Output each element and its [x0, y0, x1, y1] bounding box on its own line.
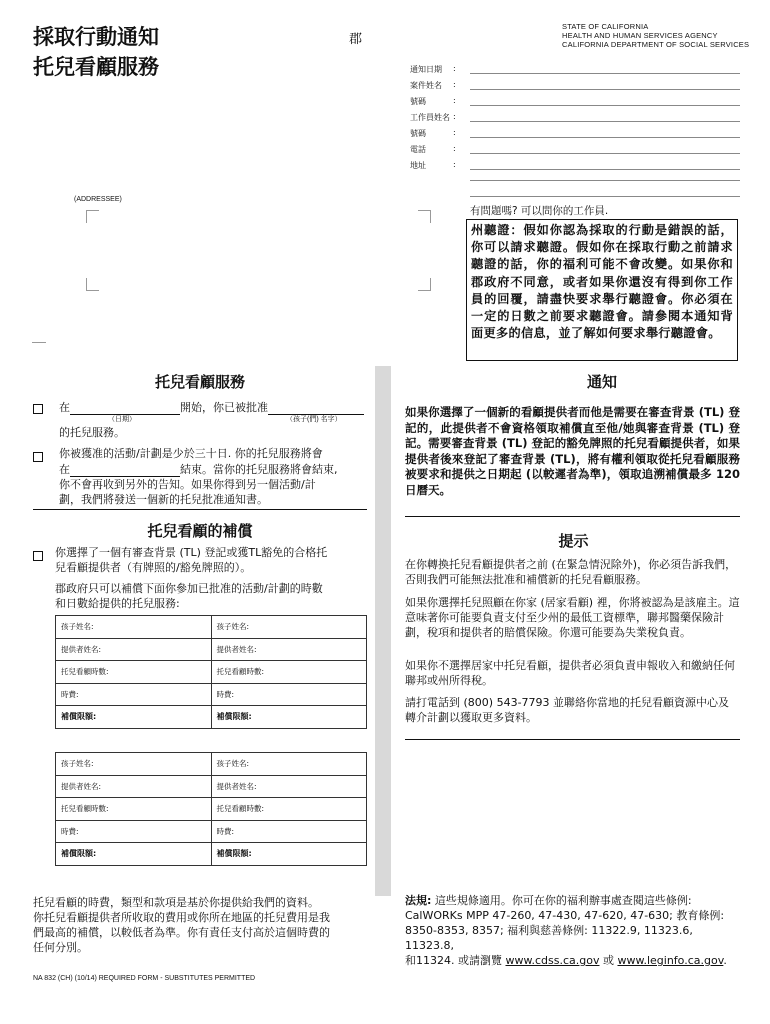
addressee-label: (ADDRESSEE)	[74, 196, 122, 203]
notice-title: 通知	[586, 373, 617, 391]
worker-name-field[interactable]: 工作員姓名 :	[410, 110, 740, 125]
rate-explanation-para: 托兒看顧的時費，類型和款項是基於你提供給我們的資料。 你托兒看顧提供者所收取的費用或你所在地區的托兒費用是我 們最高的補償，以較低者為準。你有責任支付高於這個時費的 任何分別。	[33, 896, 330, 954]
approved-item-line2: 的托兒服務。	[59, 426, 125, 439]
end-date-blank[interactable]	[70, 461, 180, 477]
address-line-2[interactable]	[470, 180, 740, 181]
tips-title: 提示	[558, 532, 589, 550]
form-title-line1: 採取行動通知	[33, 25, 159, 49]
care-hours-cell[interactable]: 托兒看顧時數:	[211, 798, 367, 821]
provider-name-cell[interactable]: 提供者姓名:	[211, 638, 367, 661]
regulations-label: 法規:	[405, 894, 432, 907]
case-number-field[interactable]: 號碼 :	[410, 94, 740, 109]
child-name-blank[interactable]	[268, 399, 364, 415]
limit-cell[interactable]: 補償限額:	[56, 843, 212, 866]
child-name-cell[interactable]: 孩子姓名:	[211, 753, 367, 776]
table-row	[56, 820, 367, 843]
tip-1: 在你轉換托兒看顧提供者之前 (在緊急情況除外)，你必須告訴我們，否則我們可能無法批准和補償新的托兒看顧服務。	[405, 558, 737, 586]
address-field[interactable]: 地址 :	[410, 158, 740, 173]
addressee-window-corner-tr	[418, 210, 431, 223]
section-rule-left-1	[33, 509, 367, 510]
tip-3: 如果你不選擇居家中托兒看顧，提供者必須負責申報收入和繳納任何聯邦或州所得稅。	[405, 659, 735, 687]
care-hours-cell[interactable]: 托兒看顧時數:	[56, 661, 212, 684]
provider-name-cell[interactable]: 提供者姓名:	[56, 638, 212, 661]
limit-cell[interactable]: 補償限額:	[56, 706, 212, 729]
table-row	[56, 616, 367, 639]
agency-line-3: CALIFORNIA DEPARTMENT OF SOCIAL SERVICES	[562, 40, 750, 49]
reimbursement-title: 托兒看顧的補償	[147, 522, 253, 540]
addressee-window-corner-br	[418, 278, 431, 291]
short-activity-item: 你被獲准的活動/計劃是少於三十日. 你的托兒服務將會 在 結束。當你的托兒服務將會結束, 你不會再收到另外的告知。如果你得到另一個活動/計 劃，我們將發送一個新的托兒批准通知書。	[59, 447, 338, 506]
hourly-rate-cell[interactable]: 時費:	[56, 683, 212, 706]
hourly-rate-cell[interactable]: 時費:	[56, 820, 212, 843]
cdss-link[interactable]: www.cdss.ca.gov	[505, 954, 600, 967]
child-name-cell[interactable]: 孩子姓名:	[56, 753, 212, 776]
tip-2: 如果你選擇托兒照顧在你家 (居家看顧) 裡，你將被認為是該雇主。這意味著你可能要負責支付至少州的最低工資標準，聯邦醫藥保險計劃，稅項和提供者的賠償保險。你還可能要為失業稅負責。	[405, 596, 740, 639]
limit-cell[interactable]: 補償限額:	[211, 706, 367, 729]
phone-field[interactable]: 電話 :	[410, 142, 740, 157]
checkbox-short-activity[interactable]	[33, 452, 43, 462]
worker-number-field[interactable]: 號碼 :	[410, 126, 740, 141]
fold-mark	[32, 342, 46, 343]
agency-line-1: STATE OF CALIFORNIA	[562, 22, 649, 31]
notice-date-field[interactable]: 通知日期 :	[410, 62, 740, 77]
table-row	[56, 775, 367, 798]
addressee-window-corner-bl	[86, 278, 99, 291]
section-rule-right-1	[405, 516, 740, 517]
child-name-cell[interactable]: 孩子姓名:	[56, 616, 212, 639]
notice-text: 如果你選擇了一個新的看顧提供者而他是需要在審查背景 (TL) 登記的，此提供者不會資格領取補償直至他/她與審查背景 (TL) 登記。需要審查背景 (TL) 登記的豁免牌照的托兒看顧提供者，如果提供者後來登記了審查背景 (TL)，將有權利領取從托兒看顧服務被要求和提供之日期起 (以較遲者為準)，領取追溯補償最多 120 日曆天。	[405, 405, 740, 497]
table-row	[56, 706, 367, 729]
section-rule-right-2	[405, 739, 740, 740]
addressee-window-corner-tl	[86, 210, 99, 223]
date-caption: （日期）	[108, 416, 136, 423]
reimbursement-para: 郡政府只可以補償下面你參加已批准的活動/計劃的時數 和日數給提供的托兒服務:	[55, 582, 323, 610]
child-name-cell[interactable]: 孩子姓名:	[211, 616, 367, 639]
case-name-field[interactable]: 案件姓名 :	[410, 78, 740, 93]
limit-cell[interactable]: 補償限額:	[211, 843, 367, 866]
county-label: 郡	[349, 32, 363, 47]
form-title-line2: 托兒看顧服務	[33, 55, 159, 79]
care-hours-cell[interactable]: 托兒看顧時數:	[56, 798, 212, 821]
child-name-caption: （孩子(們) 名字）	[286, 416, 342, 423]
reimbursement-table-1	[55, 615, 367, 729]
agency-block	[562, 22, 749, 49]
table-row	[56, 798, 367, 821]
provider-item: 你選擇了一個有審查背景 (TL) 登記或獲TL豁免的合格托 兒看顧提供者（有牌照的/豁免牌照的）。	[55, 546, 328, 574]
approved-item: 在 開始，你已被批准	[59, 399, 369, 415]
hourly-rate-cell[interactable]: 時費:	[211, 683, 367, 706]
form-code: NA 832 (CH) (10/14) REQUIRED FORM - SUBSTITUTES PERMITTED	[33, 975, 256, 982]
provider-name-cell[interactable]: 提供者姓名:	[56, 775, 212, 798]
table-row	[56, 638, 367, 661]
state-hearing-box: 州聽證：假如你認為採取的行動是錯誤的話，你可以請求聽證。假如你在採取行動之前請求聽證的話，你的福利可能不會改變。如果你和郡政府不同意，或者如果你還沒有得到你工作員的回覆，請盡快要求舉行聽證會。你必須在一定的日數之前要求聽證會。請參閱本通知背面更多的信息，並了解如何要求舉行聽證會。	[466, 219, 738, 361]
agency-line-2: HEALTH AND HUMAN SERVICES AGENCY	[562, 31, 718, 40]
checkbox-provider[interactable]	[33, 551, 43, 561]
table-row	[56, 843, 367, 866]
table-row	[56, 753, 367, 776]
start-date-blank[interactable]	[70, 399, 180, 415]
table-row	[56, 683, 367, 706]
checkbox-approved[interactable]	[33, 404, 43, 414]
address-line-3[interactable]	[470, 196, 740, 197]
provider-name-cell[interactable]: 提供者姓名:	[211, 775, 367, 798]
questions-text: 有問題嗎? 可以問你的工作員.	[470, 205, 609, 217]
reimbursement-table-2	[55, 752, 367, 866]
hourly-rate-cell[interactable]: 時費:	[211, 820, 367, 843]
column-divider	[375, 366, 391, 896]
care-hours-cell[interactable]: 托兒看顧時數:	[211, 661, 367, 684]
child-care-services-title: 托兒看顧服務	[154, 373, 245, 391]
regulations-block: 法規: 這些規條適用。你可在你的福利辦事處查閱這些條例: CalWORKs MPP 47-260, 47-430, 47-620, 47-630; 教育條例: 8350-8353, 8357; 福利與慈善條例: 11322.9, 11323.6, 11323.8, 和11324. 或請瀏覽 www.cdss.ca.gov 或 www.leginfo.ca.gov.	[405, 894, 727, 967]
table-row	[56, 661, 367, 684]
leginfo-link[interactable]: www.leginfo.ca.gov	[617, 954, 724, 967]
tip-4: 請打電話到 (800) 543-7793 並聯絡你當地的托兒看顧資源中心及轉介計劃以獲取更多資料。	[405, 696, 730, 724]
